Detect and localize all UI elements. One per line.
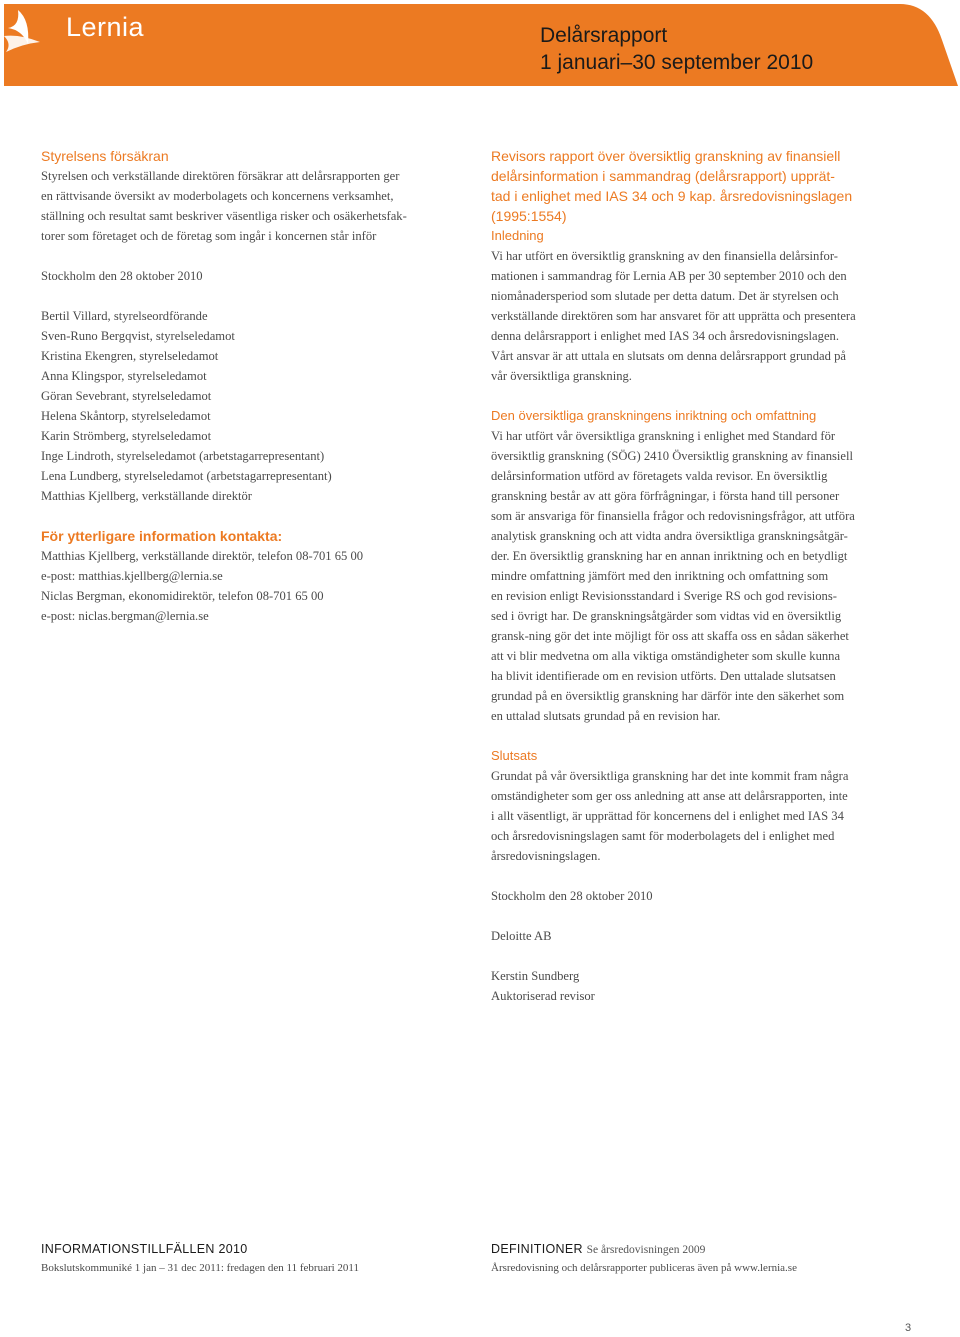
text-line: översiktlig granskning (SÖG) 2410 Översiktlig granskning av finansiell [491, 449, 854, 463]
report-title [540, 22, 813, 76]
place-date: Stockholm den 28 oktober 2010 [41, 269, 203, 283]
contact-email[interactable]: e-post: matthias.kjellberg@lernia.se [41, 569, 223, 583]
text-line: vår översiktliga granskning. [491, 369, 632, 383]
text-line: gransk-ning gör det inte möjligt för oss att skaffa oss en sådan säkerhet [491, 629, 849, 643]
text-line: Styrelsen och verkställande direktören försäkrar att delårsrapporten ger [41, 169, 400, 183]
footer-definitions [491, 1242, 797, 1274]
footer-info-events [41, 1242, 359, 1274]
footer-right-text[interactable]: Årsredovisning och delårsrapporter publiceras även på www.lernia.se [491, 1262, 797, 1274]
conclusion-subheading: Slutsats [491, 748, 538, 763]
heading-line: tad i enlighet med IAS 34 och 9 kap. årsredovisningslagen [491, 188, 853, 204]
board-assurance-heading: Styrelsens försäkran [41, 148, 169, 164]
conclusion-text [491, 766, 921, 866]
text-line: niomånadersperiod som slutade per detta datum. Det är styrelsen och [491, 289, 839, 303]
text-line: att vi blir medvetna om alla viktiga omständigheter som skulle kunna [491, 649, 841, 663]
text-line: denna delårsrapport i enlighet med IAS 34 och årsredovisningslagen. [491, 329, 839, 343]
signatory: Göran Sevebrant, styrelseledamot [41, 389, 212, 403]
logo-text: Lernia [66, 12, 145, 42]
text-line: Vårt ansvar är att uttala en slutsats om denna delårsrapport grundad på [491, 349, 846, 363]
signatory: Matthias Kjellberg, verkställande direktör [41, 489, 253, 503]
text-line: en uttalad slutsats grundad på en revision har. [491, 709, 721, 723]
signatory-list [41, 306, 471, 506]
text-line: Vi har utfört vår översiktliga granskning i enlighet med Standard för [491, 429, 836, 443]
left-column [41, 146, 471, 626]
text-line: mationen i sammandrag för Lernia AB per 30 september 2010 och den [491, 269, 847, 283]
header-band [0, 0, 960, 86]
text-line: omständigheter som ger oss anledning att anse att delårsrapporten, inte [491, 789, 848, 803]
intro-text [491, 246, 921, 386]
auditor-report-heading [491, 146, 921, 226]
text-line: delårsinformation utförd av företagets valda revisor. En översiktlig [491, 469, 828, 483]
heading-line: Revisors rapport över översiktlig granskning av finansiell [491, 148, 841, 164]
definitions-note: Se årsredovisningen 2009 [586, 1244, 706, 1256]
auditor-title: Auktoriserad revisor [491, 989, 595, 1003]
text-line: granskning består av att göra förfrågningar, i första hand till personer [491, 489, 840, 503]
text-line: grundad på en översiktlig granskning har därför inte den säkerhet som [491, 689, 845, 703]
contact-heading: För ytterligare information kontakta: [41, 528, 283, 544]
text-line: som är ansvariga för finansiella frågor och redovisningsfrågor, att utföra [491, 509, 855, 523]
right-column [491, 146, 921, 1006]
contact-line: Niclas Bergman, ekonomidirektör, telefon 08-701 65 00 [41, 589, 324, 603]
footer-right-heading [491, 1242, 797, 1256]
text-line: analytisk granskning och att vidta andra översiktliga granskningsåtgär- [491, 529, 848, 543]
heading-line: delårsinformation i sammandrag (delårsrapport) upprät- [491, 168, 835, 184]
text-line: en rättvisande översikt av moderbolagets och koncernens verksamhet, [41, 189, 394, 203]
text-line: Grundat på vår översiktliga granskning har det inte kommit fram några [491, 769, 849, 783]
report-title-line1: Delårsrapport [540, 24, 668, 47]
contact-email[interactable]: e-post: niclas.bergman@lernia.se [41, 609, 209, 623]
signatory: Lena Lundberg, styrelseledamot (arbetstagarrepresentant) [41, 469, 332, 483]
footer-left-heading: INFORMATIONSTILLFÄLLEN 2010 [41, 1242, 248, 1256]
signatory: Karin Strömberg, styrelseledamot [41, 429, 212, 443]
audit-firm: Deloitte AB [491, 929, 552, 943]
auditor-name: Kerstin Sundberg [491, 969, 580, 983]
signatory: Helena Skåntorp, styrelseledamot [41, 409, 211, 423]
signatory: Anna Klingspor, styrelseledamot [41, 369, 207, 383]
board-assurance-text [41, 166, 471, 246]
text-line: verkställande direktören som har ansvaret för att upprätta och presentera [491, 309, 856, 323]
signatory: Bertil Villard, styrelseordförande [41, 309, 208, 323]
contact-list [41, 546, 471, 626]
scope-subheading: Den översiktliga granskningens inriktning och omfattning [491, 408, 817, 423]
text-line: sed i övrigt har. De granskningsåtgärder som vidtas vid en översiktlig [491, 609, 842, 623]
text-line: ha blivit identifierade om en revision utförts. Den uttalade slutsatsen [491, 669, 836, 683]
text-line: och årsredovisningslagen samt för moderbolagets del i enlighet med [491, 829, 835, 843]
footer-left-text: Bokslutskommuniké 1 jan – 31 dec 2011: fredagen den 11 februari 2011 [41, 1262, 360, 1274]
contact-line: Matthias Kjellberg, verkställande direktör, telefon 08-701 65 00 [41, 549, 364, 563]
text-line: i allt väsentligt, är upprättad för koncernens del i enlighet med IAS 34 [491, 809, 844, 823]
heading-line: (1995:1554) [491, 208, 567, 224]
text-line: ställning och resultat samt beskriver väsentliga risker och osäkerhetsfak- [41, 209, 407, 223]
text-line: årsredovisningslagen. [491, 849, 601, 863]
auditor-place-date: Stockholm den 28 oktober 2010 [491, 889, 653, 903]
signatory: Inge Lindroth, styrelseledamot (arbetstagarrepresentant) [41, 449, 325, 463]
text-line: torer som företaget och de företag som ingår i koncernen står inför [41, 229, 377, 243]
signatory: Kristina Ekengren, styrelseledamot [41, 349, 219, 363]
text-line: en revision enligt Revisionsstandard i Sverige RS och god revisions- [491, 589, 837, 603]
text-line: mindre omfattning jämfört med den inriktning och omfattning som [491, 569, 829, 583]
report-title-line2: 1 januari–30 september 2010 [540, 51, 814, 74]
scope-text [491, 426, 921, 726]
page-number: 3 [905, 1322, 912, 1334]
definitions-label: DEFINITIONER [491, 1242, 583, 1256]
text-line: der. En översiktlig granskning har en annan inriktning och en betydligt [491, 549, 848, 563]
intro-subheading: Inledning [491, 228, 544, 243]
signatory: Sven-Runo Bergqvist, styrelseledamot [41, 329, 235, 343]
text-line: Vi har utfört en översiktlig granskning av den finansiella delårsinfor- [491, 249, 838, 263]
